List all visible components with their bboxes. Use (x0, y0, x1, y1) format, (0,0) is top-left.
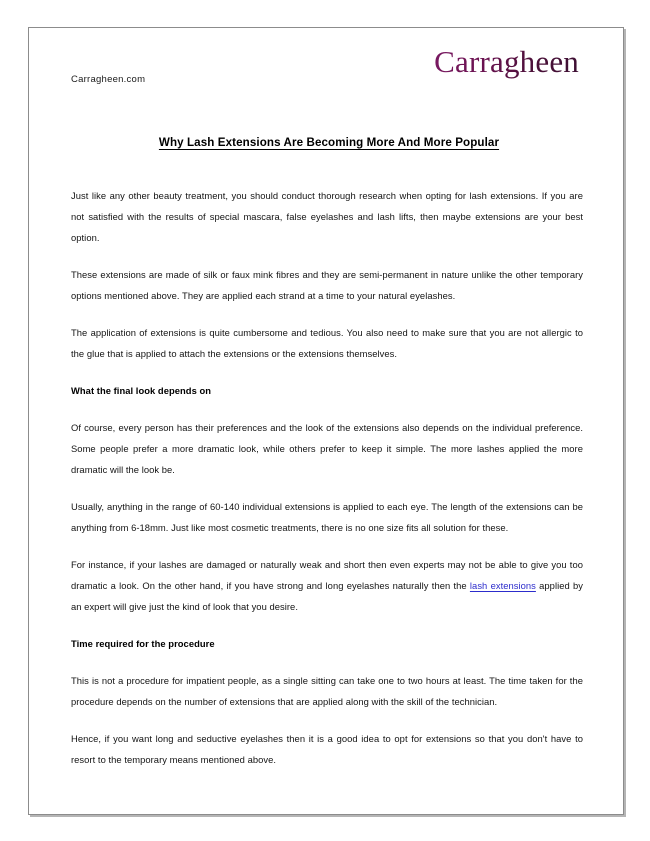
paragraph-6-with-link (71, 554, 583, 617)
document-body (69, 185, 589, 770)
page-title (69, 136, 589, 149)
paragraph-4: Of course, every person has their preferences and the look of the extensions also depends on the individual preference. Some people prefer a more dramatic look, while others prefer to keep it simple. The more lashes applied the more dramatic will the look be. (71, 422, 583, 475)
document-header (69, 44, 589, 102)
paragraph-3: The application of extensions is quite cumbersome and tedious. You also need to make sure that you are not allergic to the glue that is applied to attach the extensions or the extensions themselves. (71, 327, 583, 359)
paragraph-6-text-before: For instance, if your lashes are damaged or naturally weak and short then even experts may not be able to give you too dramatic a look. On the other hand, if you have strong and long eyelashes naturally then the (71, 559, 583, 591)
subheading-time-required-for-the-procedure: Time required for the procedure (71, 638, 215, 649)
paragraph-2: These extensions are made of silk or faux mink fibres and they are semi-permanent in nature unlike the other temporary options mentioned above. They are applied each strand at a time to your natural eyelashes. (71, 269, 583, 301)
page-content-area (29, 28, 623, 814)
carragheen-logo: Carragheen (434, 44, 579, 79)
paragraph-5: Usually, anything in the range of 60-140 individual extensions is applied to each eye. The length of the extensions can be anything from 6-18mm. Just like most cosmetic treatments, there is no one size fits all solution for these. (71, 501, 583, 533)
paragraph-7: This is not a procedure for impatient people, as a single sitting can take one to two hours at least. The time taken for the procedure depends on the number of extensions that are applied along with the skill of the technician. (71, 675, 583, 707)
paragraph-8: Hence, if you want long and seductive eyelashes then it is a good idea to opt for extensions so that you don't have to resort to the temporary means mentioned above. (71, 733, 583, 765)
lash-extensions-link[interactable]: lash extensions (469, 580, 536, 591)
subheading-what-the-final-look-depends-on: What the final look depends on (71, 385, 212, 396)
document-page (28, 27, 624, 815)
page-title-text: Why Lash Extensions Are Becoming More And More Popular (158, 136, 500, 149)
paragraph-6-text-after: applied by an expert will give just the kind of look that you desire. (71, 580, 583, 612)
site-name-text: Carragheen.com (71, 74, 146, 85)
paragraph-1: Just like any other beauty treatment, you should conduct thorough research when opting for lash extensions. If you are not satisfied with the results of special mascara, false eyelashes and lash lifts, then maybe extensions are your best option. (71, 190, 583, 243)
